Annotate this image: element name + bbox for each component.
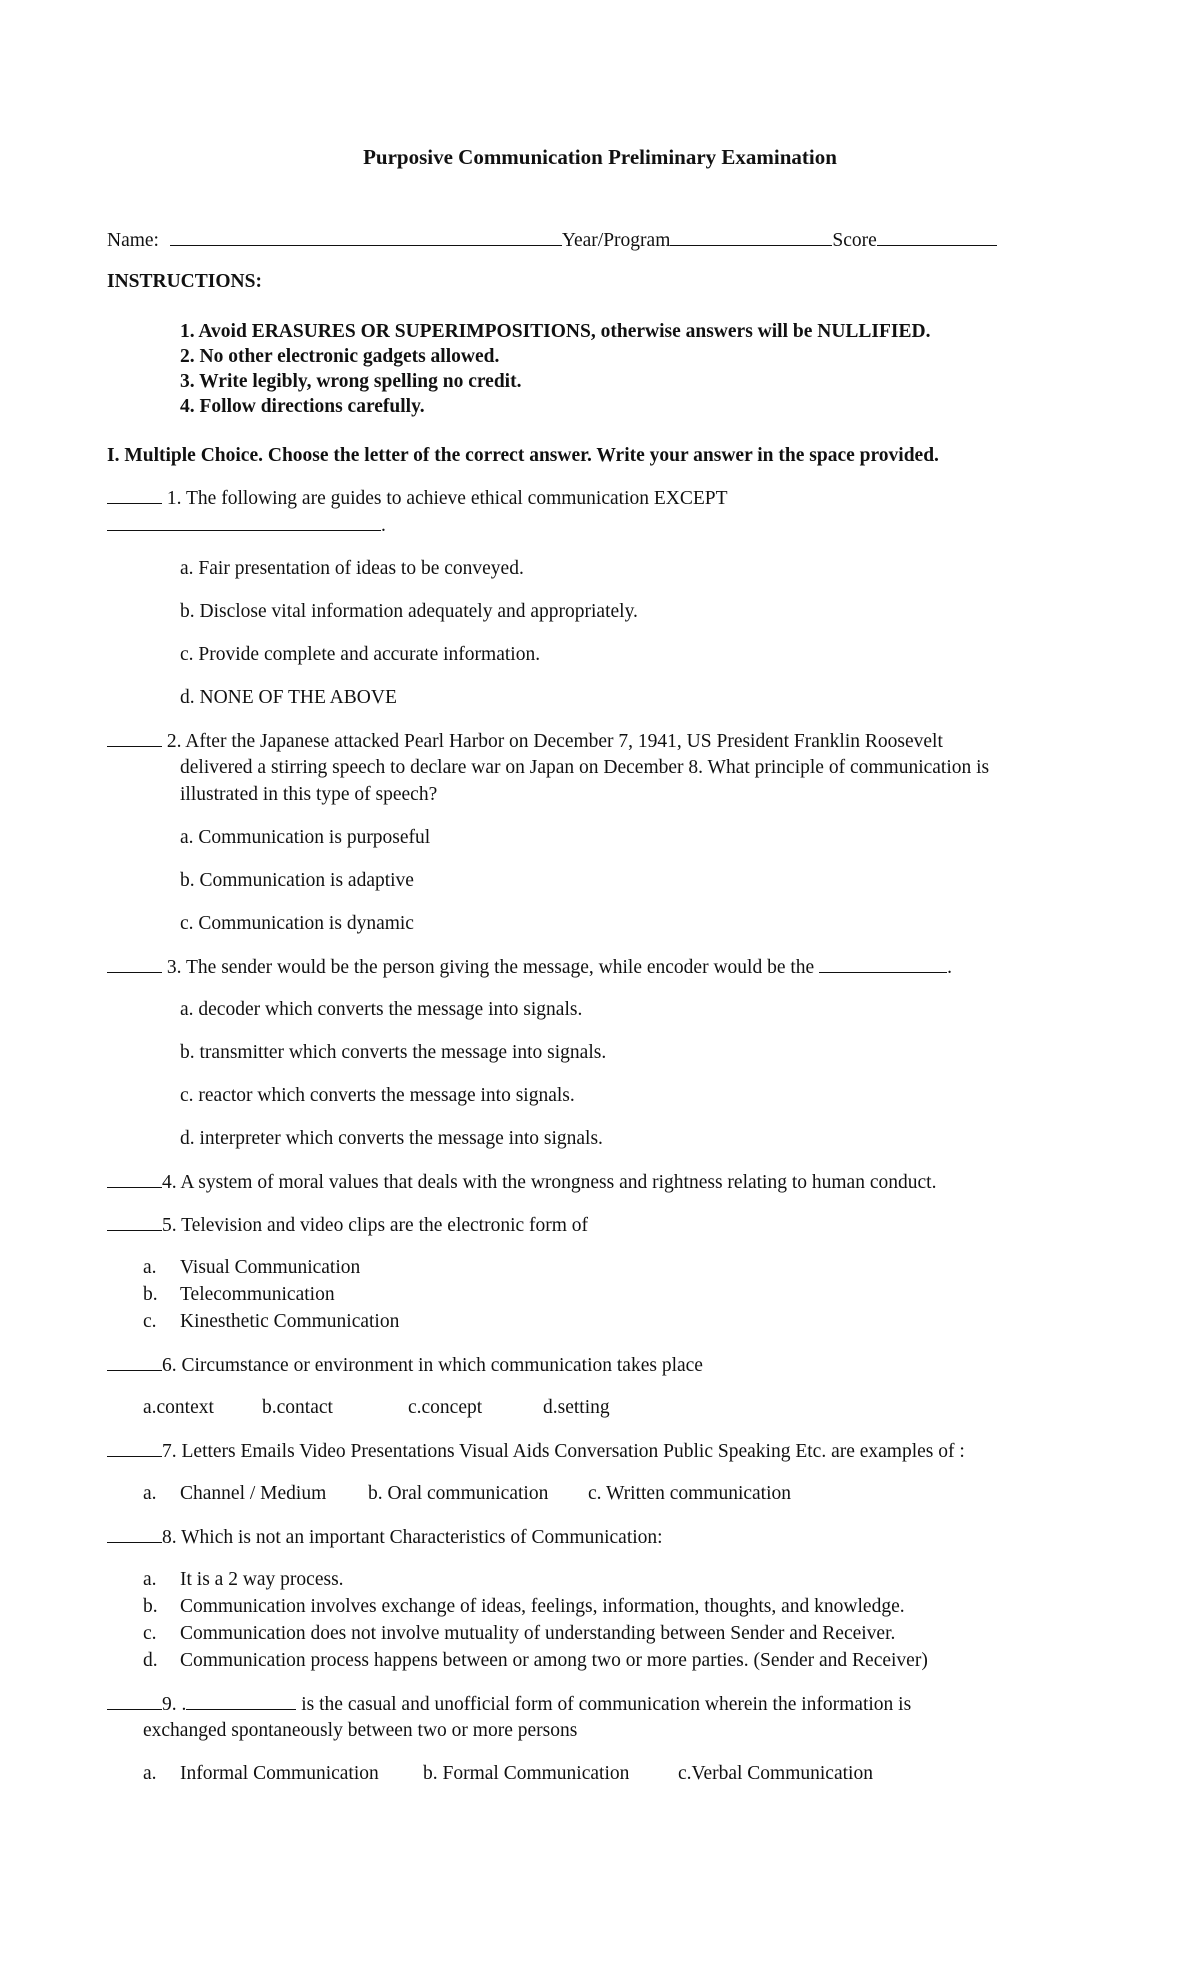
answer-blank[interactable]: [107, 1439, 162, 1457]
choice-letter: b.: [143, 1284, 158, 1305]
answer-blank[interactable]: [107, 1170, 162, 1188]
choice-letter: b.: [143, 1596, 158, 1617]
choice-letter: a.: [143, 1569, 157, 1590]
question-stem: 4. A system of moral values that deals with the wrongness and rightness relating to human conduct.: [162, 1172, 937, 1193]
question-8: [107, 1525, 663, 1550]
choice-letter: c.: [143, 1311, 157, 1332]
choice: c. Written communication: [588, 1483, 792, 1504]
choice: Communication involves exchange of ideas, feelings, information, thoughts, and knowledge.: [180, 1596, 905, 1617]
year-program-label: Year/Program: [561, 230, 671, 251]
choice: Communication does not involve mutuality of understanding between Sender and Receiver.: [180, 1623, 896, 1644]
fill-in-blank[interactable]: [107, 513, 381, 531]
choice: b. transmitter which converts the message into signals.: [180, 1042, 607, 1063]
question-number: 9. .: [162, 1694, 187, 1715]
name-blank[interactable]: [170, 228, 562, 246]
fill-in-blank[interactable]: [819, 955, 947, 973]
answer-blank[interactable]: [107, 1353, 162, 1371]
question-5: [107, 1213, 588, 1238]
choice: c. Communication is dynamic: [180, 913, 414, 934]
answer-blank[interactable]: [107, 1525, 162, 1543]
choice: d.setting: [543, 1397, 610, 1418]
choice: Visual Communication: [180, 1257, 361, 1278]
question-stem: is the casual and unofficial form of communication wherein the information is: [301, 1694, 912, 1715]
question-stem-line: illustrated in this type of speech?: [180, 784, 438, 805]
instruction-item: 3. Write legibly, wrong spelling no credit.: [180, 371, 522, 392]
score-label: Score: [832, 230, 877, 251]
choice: d. NONE OF THE ABOVE: [180, 687, 397, 708]
question-stem: 8. Which is not an important Characteristics of Communication:: [162, 1527, 663, 1548]
choice: a. Fair presentation of ideas to be conveyed.: [180, 558, 524, 579]
choice: Telecommunication: [180, 1284, 335, 1305]
question-stem: 5. Television and video clips are the electronic form of: [162, 1215, 589, 1236]
year-program-blank[interactable]: [670, 228, 832, 246]
answer-blank[interactable]: [107, 1692, 162, 1710]
answer-blank[interactable]: [107, 486, 162, 504]
choice-letter: a.: [143, 1763, 157, 1784]
stem-period: .: [947, 957, 952, 978]
question-1-continuation: [107, 513, 386, 538]
question-4: [107, 1170, 936, 1195]
question-stem-line: delivered a stirring speech to declare war on Japan on December 8. What principle of communication is: [180, 757, 990, 778]
choice: c. Provide complete and accurate information.: [180, 644, 541, 665]
choice: a. decoder which converts the message into signals.: [180, 999, 583, 1020]
name-label: Name:: [107, 230, 159, 251]
question-1: [107, 486, 728, 511]
question-stem: 7. Letters Emails Video Presentations Visual Aids Conversation Public Speaking Etc. are examples of :: [162, 1441, 965, 1462]
question-3: [107, 955, 952, 980]
fill-in-blank[interactable]: [186, 1692, 296, 1710]
instruction-item: 1. Avoid ERASURES OR SUPERIMPOSITIONS, otherwise answers will be NULLIFIED.: [180, 321, 931, 342]
choice: c. reactor which converts the message into signals.: [180, 1085, 575, 1106]
choice: b. Formal Communication: [423, 1763, 630, 1784]
question-9: [107, 1692, 911, 1717]
score-blank[interactable]: [877, 228, 997, 246]
choice: b. Oral communication: [368, 1483, 549, 1504]
question-stem: 6. Circumstance or environment in which communication takes place: [162, 1355, 703, 1376]
student-info-line: [107, 228, 997, 253]
choice: a.context: [143, 1397, 214, 1418]
choice-letter: c.: [143, 1623, 157, 1644]
choice: c.concept: [408, 1397, 483, 1418]
choice: d. interpreter which converts the message into signals.: [180, 1128, 603, 1149]
choice: Channel / Medium: [180, 1483, 327, 1504]
answer-blank[interactable]: [107, 1213, 162, 1231]
question-stem: 3. The sender would be the person giving the message, while encoder would be the: [166, 957, 815, 978]
choice: Kinesthetic Communication: [180, 1311, 400, 1332]
instructions-heading: INSTRUCTIONS:: [107, 271, 262, 292]
instruction-item: 2. No other electronic gadgets allowed.: [180, 346, 500, 367]
choice: b. Communication is adaptive: [180, 870, 414, 891]
choice-letter: a.: [143, 1257, 157, 1278]
choice: Informal Communication: [180, 1763, 379, 1784]
answer-blank[interactable]: [107, 955, 162, 973]
question-stem: 1. The following are guides to achieve ethical communication EXCEPT: [166, 488, 728, 509]
choice-letter: d.: [143, 1650, 158, 1671]
choice: b. Disclose vital information adequately and appropriately.: [180, 601, 638, 622]
exam-title: Purposive Communication Preliminary Examination: [363, 145, 837, 169]
question-stem: 2. After the Japanese attacked Pearl Harbor on December 7, 1941, US President Franklin Roosevelt: [166, 731, 943, 752]
question-7: [107, 1439, 965, 1464]
stem-period: .: [381, 515, 386, 536]
question-stem-line: exchanged spontaneously between two or more persons: [143, 1720, 578, 1741]
instruction-item: 4. Follow directions carefully.: [180, 396, 425, 417]
choice: Communication process happens between or among two or more parties. (Sender and Receiver): [180, 1650, 928, 1671]
question-2: [107, 729, 943, 754]
choice: a. Communication is purposeful: [180, 827, 431, 848]
answer-blank[interactable]: [107, 729, 162, 747]
question-6: [107, 1353, 703, 1378]
choice: b.contact: [262, 1397, 333, 1418]
choice-letter: a.: [143, 1483, 157, 1504]
choice: c.Verbal Communication: [678, 1763, 873, 1784]
section-heading: I. Multiple Choice. Choose the letter of the correct answer. Write your answer in the space provided.: [107, 445, 939, 466]
choice: It is a 2 way process.: [180, 1569, 344, 1590]
